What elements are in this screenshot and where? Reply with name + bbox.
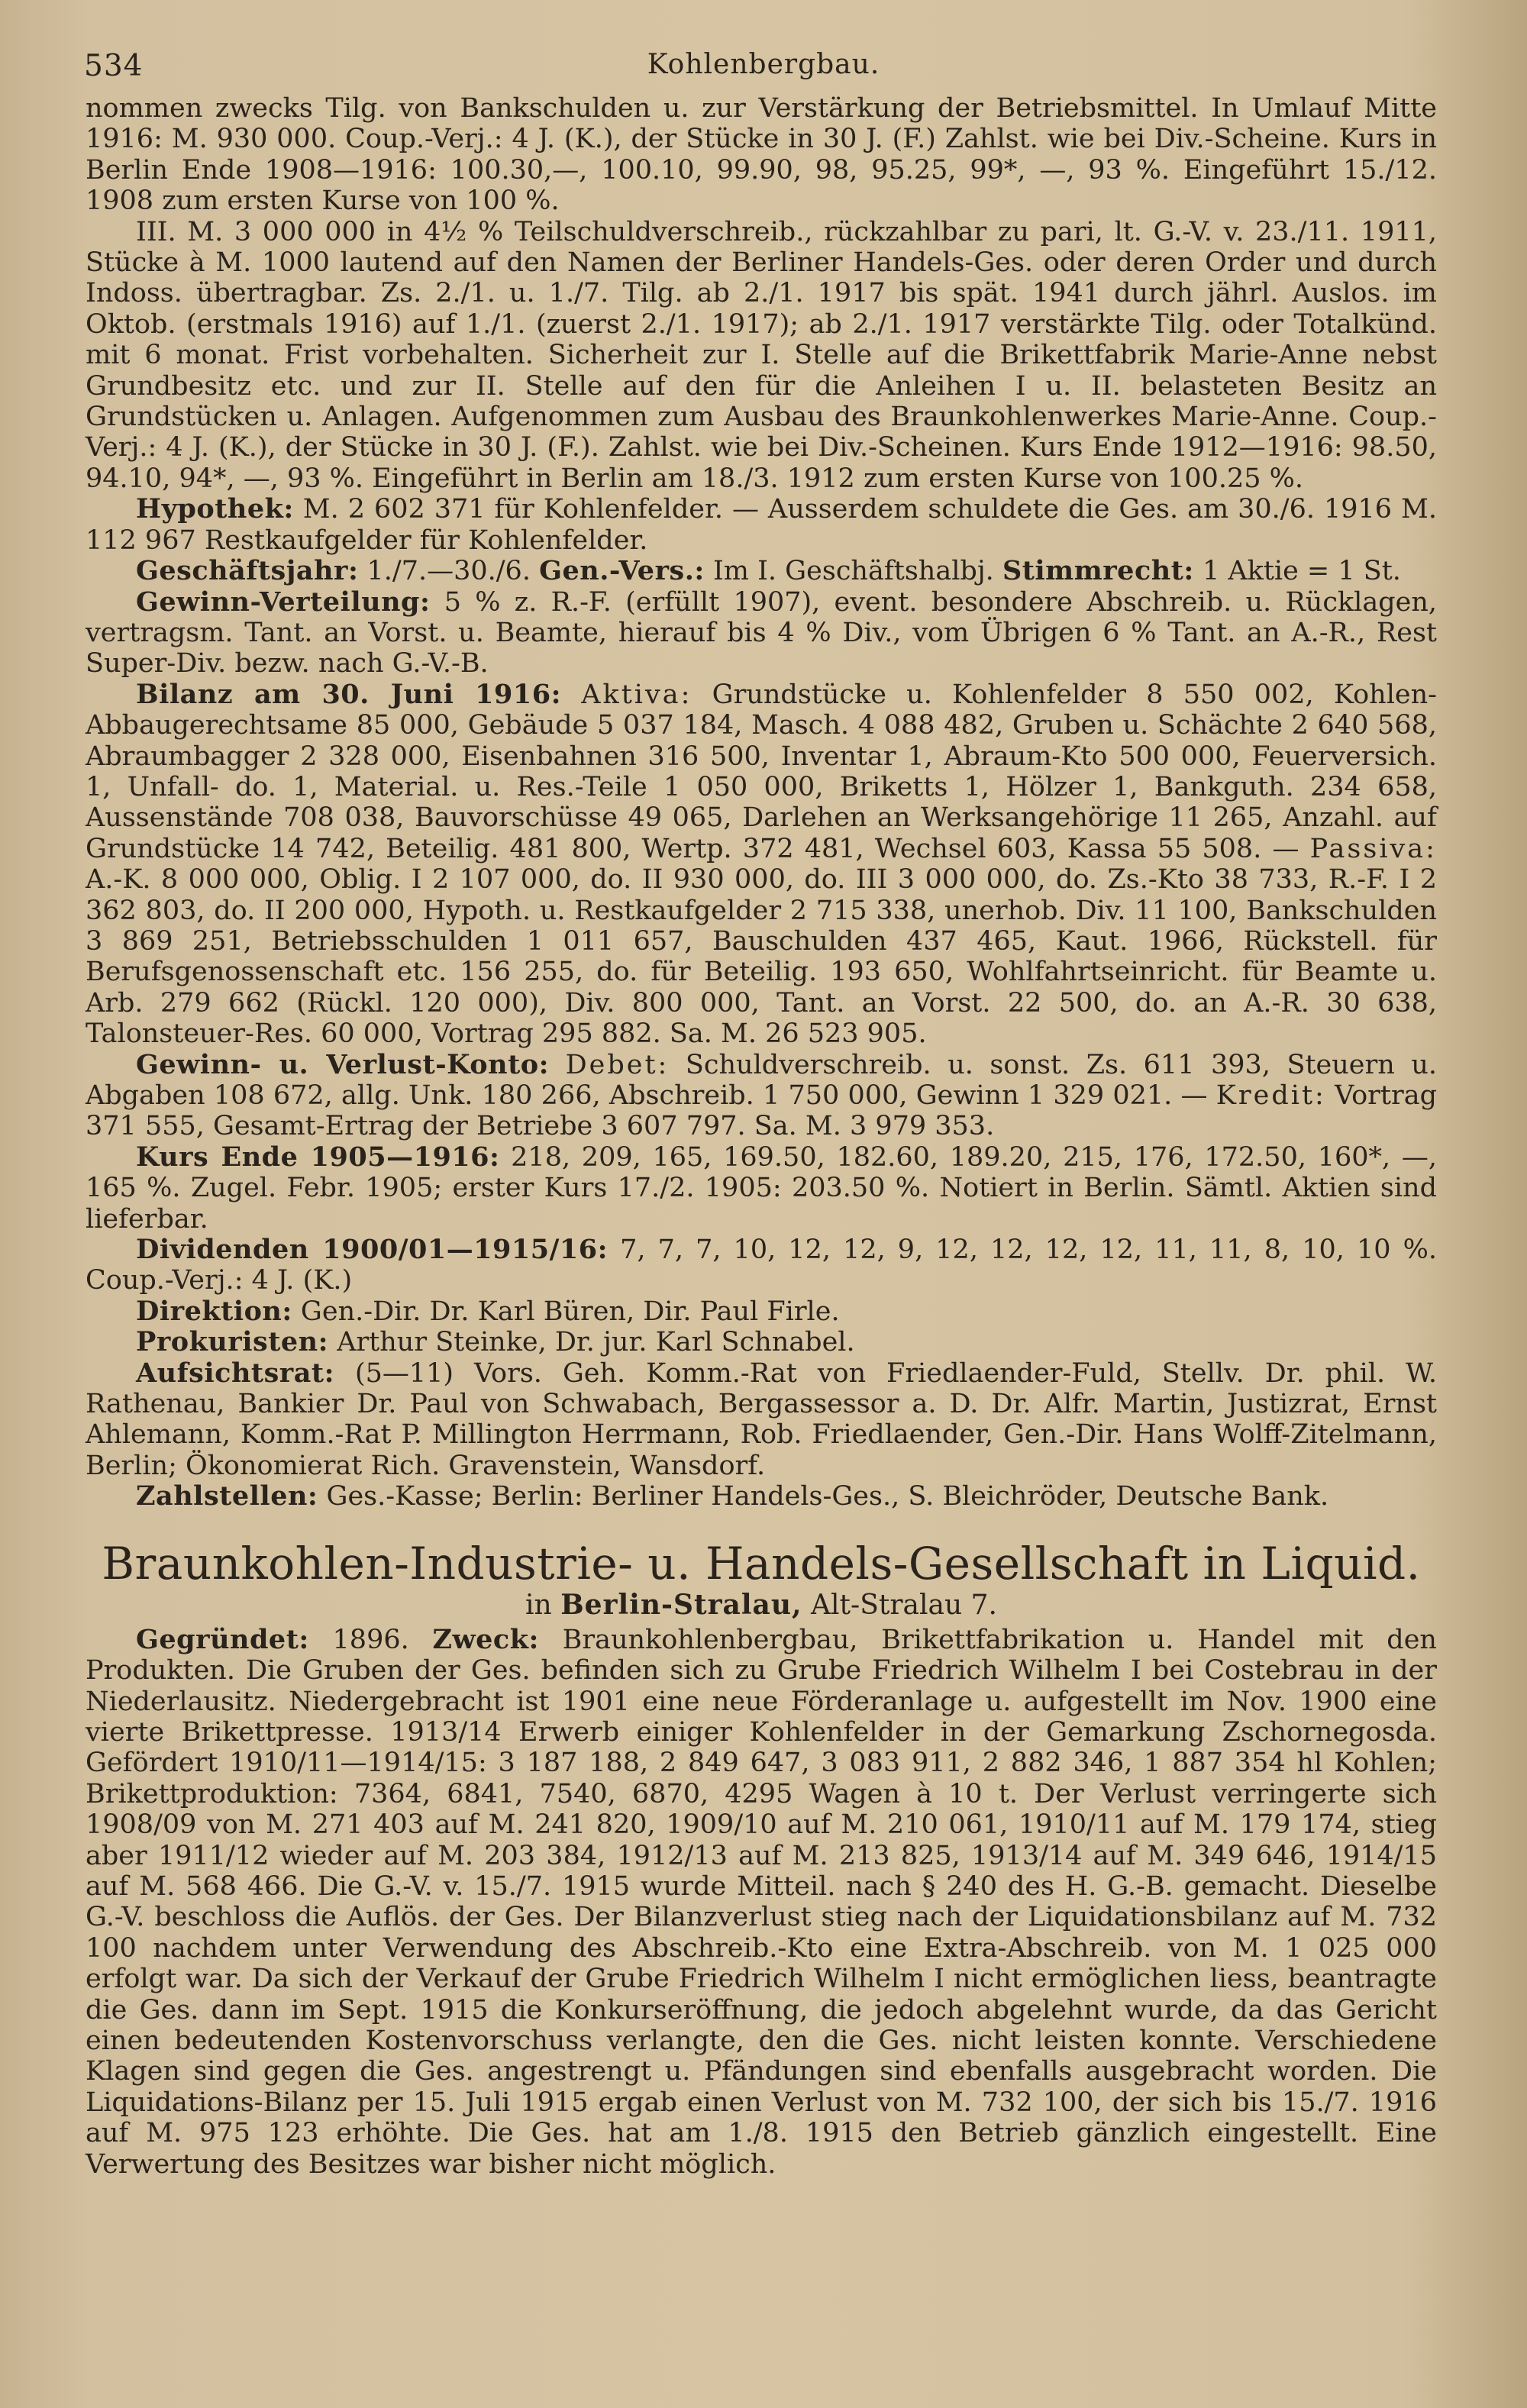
geschaeftsjahr-paragraph	[86, 556, 1437, 586]
geschaeftsjahr-label: Geschäftsjahr:	[136, 555, 359, 587]
debet-label: Debet:	[565, 1049, 670, 1080]
gewinn-verlust-label: Gewinn- u. Verlust-Konto:	[136, 1048, 550, 1080]
page-number: 534	[84, 49, 144, 83]
dividenden-paragraph	[86, 1235, 1437, 1296]
aufsichtsrat-text: (5—11) Vors. Geh. Komm.-Rat von Friedlaender-Fuld, Stellv. Dr. phil. W. Rathenau, Bankier Dr. Paul von Schwabach, Bergassessor a. D. Dr. Alfr. Martin, Justizrat, Ernst Ahlemann, Komm.-Rat P. Millington Herrmann, Rob. Friedlaender, Gen.-Dir. Hans Wolff-Zitelmann, Berlin; Ökonomierat Rich. Gravenstein, Wansdorf.	[86, 1357, 1437, 1481]
company-heading: Braunkohlen-Industrie- u. Handels-Gesellschaft in Liquid.	[102, 1537, 1421, 1590]
direktion-paragraph	[86, 1296, 1437, 1327]
location-address: Alt-Stralau 7.	[811, 1589, 997, 1621]
dividenden-label: Dividenden 1900/01—1915/16:	[136, 1234, 609, 1266]
gegruendet-paragraph	[86, 1625, 1437, 2180]
kredit-label: Kredit:	[1215, 1080, 1326, 1111]
page-body	[86, 93, 1437, 2180]
prokuristen-text: Arthur Steinke, Dr. jur. Karl Schnabel.	[337, 1327, 855, 1358]
kurs-text: 218, 209, 165, 169.50, 182.60, 189.20, 215, 176, 172.50, 160*, —, 165 %. Zugel. Febr. 1905; erster Kurs 17./2. 1905: 203.50 %. Notiert in Berlin. Sämtl. Aktien sind lieferbar.	[86, 1141, 1437, 1235]
running-title: Kohlenbergbau.	[647, 49, 880, 80]
genvers-text: Im I. Geschäftshalbj.	[712, 556, 994, 587]
passiva-label: Passiva:	[1309, 833, 1437, 864]
passiva-text: A.-K. 8 000 000, Oblig. I 2 107 000, do. II 930 000, do. III 3 000 000, do. Zs.-Kto 38 733, R.-F. I 2 362 803, do. II 200 000, Hypoth. u. Restkaufgelder 2 715 338, unerhob. Div. 11 100, Bankschulden 3 869 251, Betriebsschulden 1 011 657, Bauschulden 437 465, Kaut. 1966, Rückstell. für Berufsgenossenschaft etc. 156 255, do. für Beteilig. 193 650, Wohlfahrtseinricht. für Beamte u. Arb. 279 662 (Rückl. 120 000), Div. 800 000, Tant. an Vorst. 22 500, do. an A.-R. 30 638, Talonsteuer-Res. 60 000, Vortrag 295 882. Sa. M. 26 523 905.	[86, 864, 1437, 1050]
hypothek-label: Hypothek:	[136, 493, 294, 525]
zahlstellen-paragraph	[86, 1481, 1437, 1512]
zweck-text: Braunkohlenbergbau, Brikettfabrikation u. Handel mit den Produkten. Die Gruben der Ges. befinden sich zu Grube Friedrich Wilhelm I bei Costebrau in der Niederlausitz. Niedergebracht ist 1901 eine neue Förderanlage u. aufgestellt im Nov. 1900 eine vierte Brikettpresse. 1913/14 Erwerb einiger Kohlenfelder in der Gemarkung Zschornegosda. Gefördert 1910/11—1914/15: 3 187 188, 2 849 647, 3 083 911, 2 882 346, 1 887 354 hl Kohlen; Brikettproduktion: 7364, 6841, 7540, 6870, 4295 Wagen à 10 t. Der Verlust verringerte sich 1908/09 von M. 271 403 auf M. 241 820, 1909/10 auf M. 210 061, 1910/11 auf M. 179 174, stieg aber 1911/12 wieder auf M. 203 384, 1912/13 auf M. 213 825, 1913/14 auf M. 349 646, 1914/15 auf M. 568 466. Die G.-V. v. 15./7. 1915 wurde Mitteil. nach § 240 des H. G.-B. gemacht. Dieselbe G.-V. beschloss die Auflös. der Ges. Der Bilanzverlust stieg nach der Liquidationsbilanz auf M. 732 100 nachdem unter Verwendung des Abschreib.-Kto eine Extra-Abschreib. von M. 1 025 000 erfolgt war. Da sich der Verkauf der Grube Friedrich Wilhelm I nicht ermöglichen liess, beantragte die Ges. dann im Sept. 1915 die Konkurseröffnung, die jedoch abgelehnt wurde, da das Gericht einen bedeutenden Kostenvorschuss verlangte, den die Ges. nicht leisten konnte. Verschiedene Klagen sind gegen die Ges. angestrengt u. Pfändungen sind ebenfalls ausgebracht worden. Die Liquidations-Bilanz per 15. Juli 1915 ergab einen Verlust von M. 732 100, der sich bis 15./7. 1916 auf M. 975 123 erhöhte. Die Ges. hat am 1./8. 1915 den Betrieb gänzlich eingestellt. Eine Verwertung des Besitzes war bisher nicht möglich.	[86, 1624, 1437, 2180]
loan-2-continuation: nommen zwecks Tilg. von Bankschulden u. zur Verstärkung der Betriebsmittel. In Umlauf Mitte 1916: M. 930 000. Coup.-Verj.: 4 J. (K.), der Stücke in 30 J. (F.) Zahlst. wie bei Div.-Scheine. Kurs in Berlin Ende 1908—1916: 100.30,—, 100.10, 99.90, 98, 95.25, 99*, —, 93 %. Eingeführt 15./12. 1908 zum ersten Kurse von 100 %.	[86, 93, 1437, 217]
gegruendet-label: Gegründet:	[136, 1623, 309, 1655]
prokuristen-paragraph	[86, 1327, 1437, 1357]
geschaeftsjahr-text: 1./7.—30./6.	[366, 556, 531, 587]
gewinn-verteilung-paragraph	[86, 587, 1437, 679]
zahlstellen-label: Zahlstellen:	[136, 1480, 318, 1512]
location-prefix: in	[525, 1589, 552, 1621]
loan-3-paragraph: III. M. 3 000 000 in 4½ % Teilschuldverschreib., rückzahlbar zu pari, lt. G.-V. v. 23./11. 1911, Stücke à M. 1000 lautend auf den Namen der Berliner Handels-Ges. oder deren Order und durch Indoss. übertragbar. Zs. 2./1. u. 1./7. Tilg. ab 2./1. 1917 bis spät. 1941 durch jährl. Auslos. im Oktob. (erstmals 1916) auf 1./1. (zuerst 2./1. 1917); ab 2./1. 1917 verstärkte Tilg. oder Totalkünd. mit 6 monat. Frist vorbehalten. Sicherheit zur I. Stelle auf die Brikettfabrik Marie-Anne nebst Grundbesitz etc. und zur II. Stelle auf den für die Anleihen I u. II. belasteten Besitz an Grundstücken u. Anlagen. Aufgenommen zum Ausbau des Braunkohlenwerkes Marie-Anne. Coup.-Verj.: 4 J. (K.), der Stücke in 30 J. (F.). Zahlst. wie bei Div.-Scheinen. Kurs Ende 1912—1916: 98.50, 94.10, 94*, —, 93 %. Eingeführt in Berlin am 18./3. 1912 zum ersten Kurse von 100.25 %.	[86, 216, 1437, 494]
zahlstellen-text: Ges.-Kasse; Berlin: Berliner Handels-Ges., S. Bleichröder, Deutsche Bank.	[326, 1481, 1329, 1512]
gewinn-verteilung-text: 5 % z. R.-F. (erfüllt 1907), event. besondere Abschreib. u. Rücklagen, vertragsm. Tant. an Vorst. u. Beamte, hierauf bis 4 % Div., vom Übrigen 6 % Tant. an A.-R., Rest Super-Div. bezw. nach G.-V.-B.	[86, 586, 1437, 679]
gewinn-verteilung-label: Gewinn-Verteilung:	[136, 586, 431, 618]
page-header	[84, 49, 1443, 87]
aufsichtsrat-paragraph	[86, 1358, 1437, 1482]
stimmrecht-text: 1 Aktie = 1 St.	[1202, 556, 1401, 587]
aufsichtsrat-label: Aufsichtsrat:	[136, 1357, 334, 1389]
hypothek-paragraph	[86, 494, 1437, 556]
direktion-text: Gen.-Dir. Dr. Karl Büren, Dir. Paul Firle.	[300, 1296, 840, 1327]
aktiva-text: Grundstücke u. Kohlenfelder 8 550 002, Kohlen-Abbaugerechtsame 85 000, Gebäude 5 037 184, Masch. 4 088 482, Gruben u. Schächte 2 640 568, Abraumbagger 2 328 000, Eisenbahnen 316 500, Inventar 1, Abraum-Kto 500 000, Feuerversich. 1, Unfall- do. 1, Material. u. Res.-Teile 1 050 000, Briketts 1, Hölzer 1, Bankguth. 234 658, Aussenstände 708 038, Bauvorschüsse 49 065, Darlehen an Werksangehörige 11 265, Anzahl. auf Grundstücke 14 742, Beteilig. 481 800, Wertp. 372 481, Wechsel 603, Kassa 55 508. —	[86, 679, 1437, 864]
aktiva-label: Aktiva:	[581, 679, 692, 710]
bilanz-label: Bilanz am 30. Juni 1916:	[136, 678, 561, 710]
direktion-label: Direktion:	[136, 1295, 292, 1327]
bilanz-paragraph	[86, 679, 1437, 1050]
stimmrecht-label: Stimmrecht:	[1002, 555, 1194, 587]
genvers-label: Gen.-Vers.:	[539, 555, 705, 587]
gewinn-verlust-paragraph	[86, 1050, 1437, 1142]
company-location	[86, 1589, 1437, 1622]
zweck-label: Zweck:	[432, 1623, 539, 1655]
debet-text: Schuldverschreib. u. sonst. Zs. 611 393, Steuern u. Abgaben 108 672, allg. Unk. 180 266, Abschreib. 1 750 000, Gewinn 1 329 021. —	[86, 1049, 1437, 1111]
gegruendet-text: 1896.	[332, 1624, 409, 1655]
prokuristen-label: Prokuristen:	[136, 1326, 329, 1358]
kredit-text: Vortrag 371 555, Gesamt-Ertrag der Betriebe 3 607 797. Sa. M. 3 979 353.	[86, 1080, 1437, 1142]
dividenden-text: 7, 7, 7, 10, 12, 12, 9, 12, 12, 12, 12, 11, 11, 8, 10, 10 %. Coup.-Verj.: 4 J. (K.)	[86, 1235, 1437, 1296]
hypothek-text: M. 2 602 371 für Kohlenfelder. — Ausserdem schuldete die Ges. am 30./6. 1916 M. 112 967 Restkaufgelder für Kohlenfelder.	[86, 494, 1437, 556]
kurs-label: Kurs Ende 1905—1916:	[136, 1141, 500, 1173]
kurs-paragraph	[86, 1142, 1437, 1235]
location-city: Berlin-Stralau,	[560, 1588, 802, 1621]
